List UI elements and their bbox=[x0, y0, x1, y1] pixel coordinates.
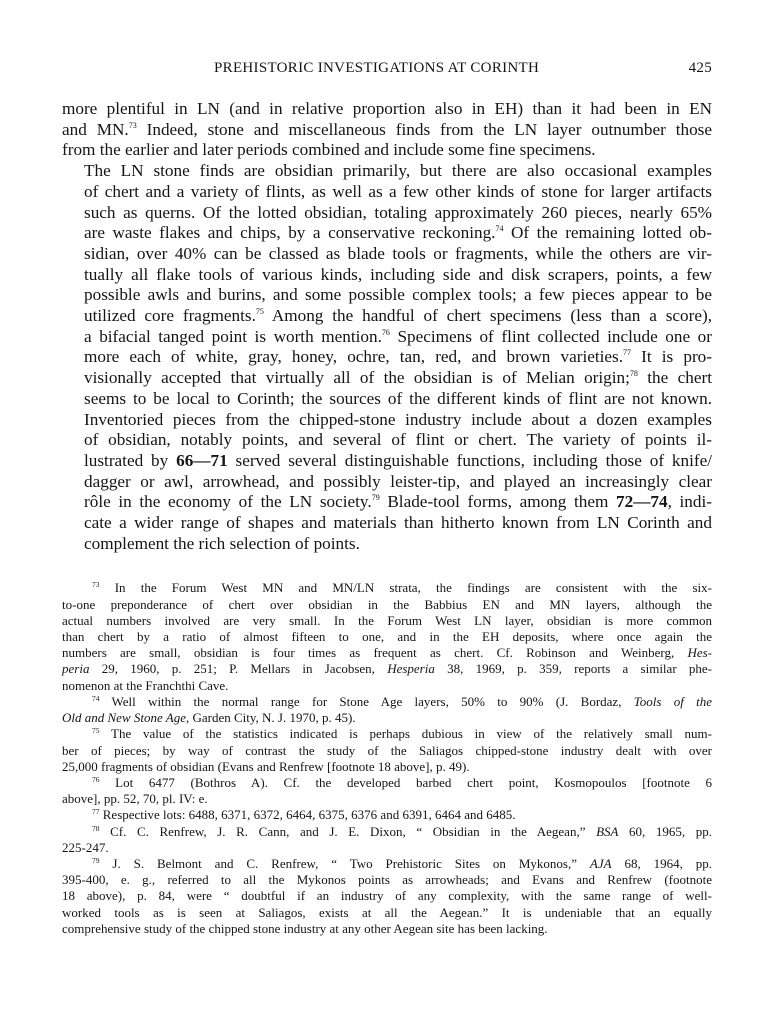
footnote-ref: 78 bbox=[629, 369, 638, 379]
footnote-ref: 74 bbox=[495, 224, 504, 234]
footnote-75: $^{75}$ The value of the statistics indicated is perhaps dubious in view of the relatively small num- ber of pieces; by way of contrast the study of the Saliagos chipped-stone industry dealt with over 25,000 fragments of obsidian (Evans and Renfrew [footnote 18 above], p. 49). bbox=[62, 726, 712, 774]
text-line: lustrated by 66—71 served several distinguishable functions, including those of knife/ bbox=[84, 450, 712, 470]
running-title: PREHISTORIC INVESTIGATIONS AT CORINTH bbox=[214, 60, 540, 76]
footnote-number: 76 bbox=[92, 774, 100, 784]
figure-ref: 72—74 bbox=[616, 492, 668, 512]
text-line: a bifacial tanged point is worth mention.$^{76}$ Specimens of flint collected include one or bbox=[84, 326, 712, 346]
text-line: utilized core fragments.$^{75}$ Among the handful of chert specimens (less than a score), bbox=[84, 306, 712, 326]
text-line: Inventoried pieces from the chipped-stone industry include about a dozen examples bbox=[84, 409, 712, 429]
text-line: cate a wider range of shapes and materials than hitherto known from LN Corinth and bbox=[84, 513, 712, 533]
text-line: more each of white, gray, honey, ochre, tan, red, and brown varieties.$^{77}$ It is pro- bbox=[84, 347, 712, 367]
footnote-number: 78 bbox=[92, 823, 100, 833]
text-line: rôle in the economy of the LN society.$^{79}$ Blade-tool forms, among them 72—74, indi- bbox=[84, 492, 712, 512]
footnote-number: 77 bbox=[92, 807, 100, 817]
paragraph-1 bbox=[62, 99, 712, 161]
footnote-ref: 76 bbox=[381, 327, 390, 337]
text-line: and MN.$^{73}$ Indeed, stone and miscellaneous finds from the LN layer outnumber those bbox=[62, 119, 712, 139]
text-line: possible awls and burins, and some possible complex tools; a few pieces appear to be bbox=[84, 285, 712, 305]
page-number: 425 bbox=[688, 60, 712, 76]
footnote-number: 74 bbox=[92, 693, 100, 703]
text-line: The LN stone finds are obsidian primarily, but there are also occasional examples bbox=[84, 161, 712, 181]
running-header bbox=[62, 60, 712, 82]
text-line: dagger or awl, arrowhead, and possibly leister-tip, and played an increasingly clear bbox=[84, 471, 712, 491]
footnote-ref: 79 bbox=[371, 493, 380, 503]
footnote-76: $^{76}$ Lot 6477 (Bothros A). Cf. the developed barbed chert point, Kosmopoulos [footnote 6 above], pp. 52, 70, pl. IV: e. bbox=[62, 774, 712, 807]
text-line: sidian, over 40% can be classed as blade tools or fragments, while the others are vir- bbox=[84, 243, 712, 263]
footnote-73: $^{73}$ In the Forum West MN and MN/LN strata, the findings are consistent with the six- to-one preponderance of chert over obsidian in the Babbius EN and MN layers, although the actual numbers involved are very small. In the Forum West LN layer, obsidian is more common than chert by a ratio of almost fifteen to one, and in the EH deposits, where once again the numbers are small, obsidian is four times as frequent as chert. Cf. Robinson and Weinberg, Hes- peria 29, 1960, p. 251; P. Mellars in Jacobsen, Hesperia 38, 1969, p. 359, reports a similar phe- nomenon at the Franchthi Cave. bbox=[62, 580, 712, 693]
text-line: more plentiful in LN (and in relative proportion also in EH) than it had been in EN bbox=[62, 99, 712, 118]
text-line: seems to be local to Corinth; the sources of the different kinds of flint are not known. bbox=[84, 388, 712, 408]
footnote-ref: 73 bbox=[128, 120, 137, 130]
footnote-79: $^{79}$ J. S. Belmont and C. Renfrew, “ Two Prehistoric Sites on Mykonos,” AJA 68, 1964, pp. 395-400, e. g., referred to all the Mykonos points as arrowheads; and Evans and Renfrew (footnote 18 above), p. 84, were “ doubtful if an industry of any complexity, with the same range of well- worked tools as is seen at Saliagos, exists at all the Aegean.” It is undeniable that an equally comprehensive study of the chipped stone industry at any other Aegean site has been lacking. bbox=[62, 855, 713, 936]
footnote-number: 73 bbox=[92, 580, 100, 590]
footnote-number: 75 bbox=[92, 726, 100, 736]
figure-ref: 66—71 bbox=[176, 450, 228, 470]
footnote-77: $^{77}$ Respective lots: 6488, 6371, 6372, 6464, 6375, 6376 and 6391, 6464 and 6485. bbox=[92, 807, 516, 823]
text-line: visionally accepted that virtually all of the obsidian is of Melian origin;$^{78}$ the chert bbox=[84, 368, 712, 388]
page bbox=[62, 60, 712, 937]
footnote-ref: 75 bbox=[255, 307, 264, 317]
footnote-ref: 77 bbox=[623, 348, 632, 358]
footnote-78: $^{78}$ Cf. C. Renfrew, J. R. Cann, and J. E. Dixon, “ Obsidian in the Aegean,” BSA 60, 1965, pp. 225-247. bbox=[62, 823, 712, 855]
text-line: complement the rich selection of points. bbox=[84, 533, 360, 553]
text-line: are waste flakes and chips, by a conservative reckoning.$^{74}$ Of the remaining lotted ob- bbox=[84, 223, 712, 243]
text-line: of obsidian, notably points, and several of flint or chert. The variety of points il- bbox=[84, 430, 712, 450]
text-line: from the earlier and later periods combined and include some fine specimens. bbox=[62, 140, 596, 160]
footnote-number: 79 bbox=[92, 855, 100, 865]
text-line: tually all flake tools of various kinds, including side and disk scrapers, points, a few bbox=[84, 264, 712, 284]
main-text bbox=[62, 99, 712, 554]
footnote-74: $^{74}$ Well within the normal range for Stone Age layers, 50% to 90% (J. Bordaz, Tools of the Old and New Stone Age, Garden City, N. J. 1970, p. 45). bbox=[62, 693, 713, 726]
footnotes bbox=[62, 580, 712, 936]
paragraph-2 bbox=[62, 161, 712, 554]
text-line: of chert and a variety of flints, as well as a few other kinds of stone for larger artifacts bbox=[84, 181, 712, 201]
text-line: such as querns. Of the lotted obsidian, totaling approximately 260 pieces, nearly 65% bbox=[84, 202, 712, 222]
